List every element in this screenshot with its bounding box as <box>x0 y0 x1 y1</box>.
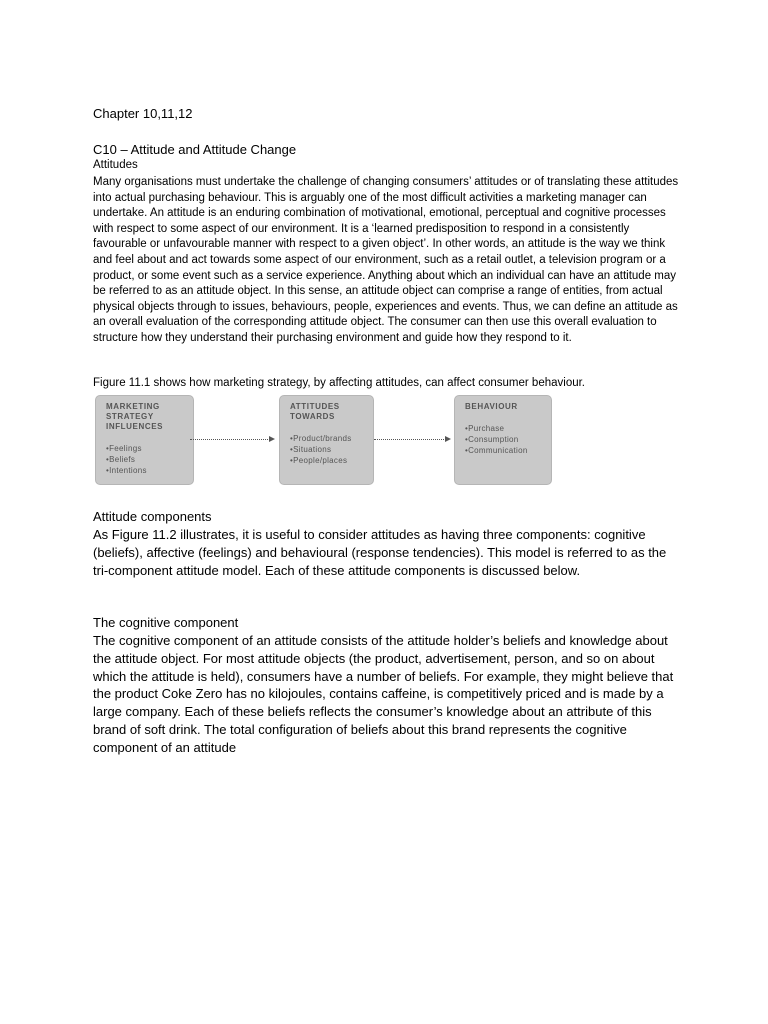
figure-11-1 <box>93 395 554 487</box>
box2-item: • Situations <box>290 445 363 456</box>
box-attitudes-towards <box>279 395 374 485</box>
box2-list <box>290 434 363 466</box>
box1-list <box>106 444 183 476</box>
box2-heading-1: ATTITUDES <box>290 402 340 411</box>
arrow-head-icon <box>269 436 275 442</box>
box2-item: • Product/brands <box>290 434 363 445</box>
arrow-2 <box>374 439 446 440</box>
box3-item: • Communication <box>465 446 541 457</box>
box1-item: • Feelings <box>106 444 183 455</box>
chapter-title: Chapter 10,11,12 <box>93 106 193 121</box>
paragraph-attitudes: Many organisations must undertake the challenge of changing consumers’ attitudes or of translating these attitudes into actual purchasing behaviour. This is arguably one of the most difficult activities a marketing manager can undertake. An attitude is an enduring combination of motivational, emotional, perceptual and cognitive processes with respect to some aspect of our environment. It is a ‘learned predisposition to respond in a consistently favourable or unfavourable manner with respect to a given object’. In other words, an attitude is the way we think and feel about and act towards some aspect of our environment, such as a retail outlet, a television program or a product, or some event such as a service experience. Anything about which an individual can have an attitude may be referred to as an attitude object. In this sense, an attitude object can comprise a range of entities, from actual physical objects through to issues, behaviours, people, experiences and events. Thus, we can define an attitude as an overall evaluation of the corresponding attitude object. The consumer can then use this overall evaluation to structure how they understand their purchasing environment and guide how they respond to it. <box>93 176 679 344</box>
box3-list <box>465 424 541 456</box>
box1-heading-1: MARKETING <box>106 402 160 411</box>
box1-heading-2: STRATEGY <box>106 412 154 421</box>
box1-heading-3: INFLUENCES <box>106 422 164 431</box>
box3-item: • Consumption <box>465 435 541 446</box>
box-marketing-strategy <box>95 395 194 485</box>
heading-attitude-components: Attitude components <box>93 509 212 524</box>
box3-item: • Purchase <box>465 424 541 435</box>
box1-item: • Beliefs <box>106 455 183 466</box>
box1-item: • Intentions <box>106 466 183 477</box>
arrow-1 <box>190 439 270 440</box>
box2-heading-2: TOWARDS <box>290 412 335 421</box>
section-title: C10 – Attitude and Attitude Change <box>93 142 297 157</box>
box-behaviour <box>454 395 552 485</box>
heading-cognitive-component: The cognitive component <box>93 615 239 630</box>
box2-item: • People/places <box>290 456 363 467</box>
figure-caption: Figure 11.1 shows how marketing strategy, by affecting attitudes, can affect consumer behaviour. <box>93 377 586 389</box>
subheading-attitudes: Attitudes <box>93 159 138 171</box>
paragraph-cognitive-component: The cognitive component of an attitude consists of the attitude holder’s beliefs and knowledge about the attitude object. For most attitude objects (the product, advertisement, person, and so on about which the attitude is held), consumers have a number of beliefs. For example, they might believe that the product Coke Zero has no kilojoules, contains caffeine, is competitively priced and is made by a large company. Each of these beliefs reflects the consumer’s knowledge about an attribute of this brand of soft drink. The total configuration of beliefs about this brand represents the cognitive component of an attitude <box>93 633 674 755</box>
box3-heading-1: BEHAVIOUR <box>465 402 518 411</box>
arrow-head-icon <box>445 436 451 442</box>
paragraph-attitude-components: As Figure 11.2 illustrates, it is useful to consider attitudes as having three components: cognitive (beliefs), affective (feelings) and behavioural (response tendencies). This model is referred to as the tri-component attitude model. Each of these attitude components is discussed below. <box>93 527 667 578</box>
